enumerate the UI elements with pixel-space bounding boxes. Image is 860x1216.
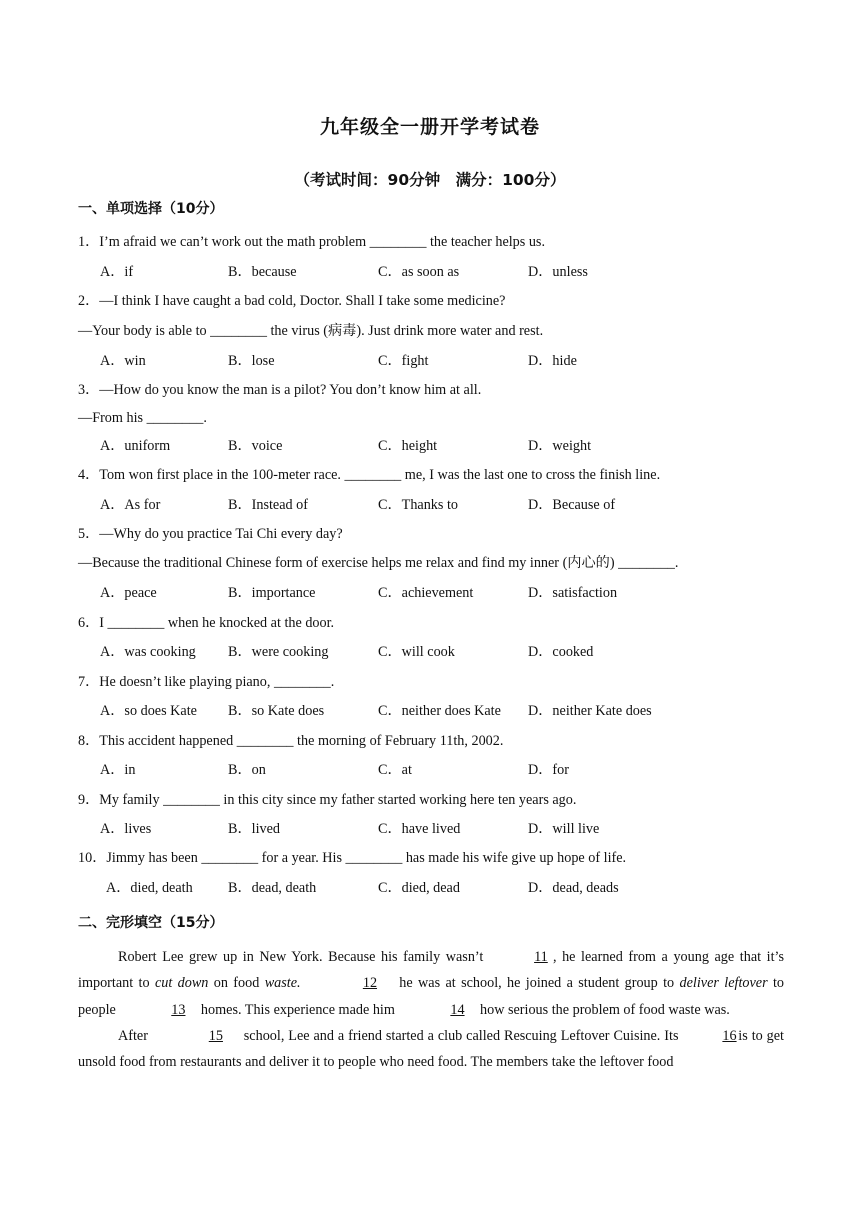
option-d[interactable]: D．hide: [528, 353, 577, 369]
option-a[interactable]: A．uniform: [100, 438, 171, 454]
option-d[interactable]: D．neither Kate does: [528, 703, 652, 719]
cloze-blank-12[interactable]: 12: [362, 975, 378, 992]
option-b[interactable]: B．dead, death: [228, 880, 317, 896]
section-heading-cloze: 二、完形填空（15分）: [78, 915, 224, 931]
option-a[interactable]: A．was cooking: [100, 644, 196, 660]
option-c[interactable]: C．died, dead: [378, 880, 460, 896]
option-c[interactable]: C．neither does Kate: [378, 703, 501, 719]
cloze-passage: [78, 944, 784, 1075]
question-3-stem: 3．—How do you know the man is a pilot? You don’t know him at all.: [78, 382, 482, 398]
option-c[interactable]: C．will cook: [378, 644, 455, 660]
question-4-stem: 4．Tom won first place in the 100-meter race. ________ me, I was the last one to cross the finish line.: [78, 467, 661, 483]
option-b[interactable]: B．on: [228, 762, 266, 778]
question-2-stem: 2．—I think I have caught a bad cold, Doctor. Shall I take some medicine?: [78, 293, 506, 309]
question-1-stem: 1．I’m afraid we can’t work out the math problem ________ the teacher helps us.: [78, 234, 546, 250]
option-d[interactable]: D．satisfaction: [528, 585, 618, 601]
question-7-stem: 7．He doesn’t like playing piano, ________.: [78, 674, 335, 690]
option-a[interactable]: A．peace: [100, 585, 157, 601]
option-a[interactable]: A．in: [100, 762, 136, 778]
option-d[interactable]: D．for: [528, 762, 569, 778]
exam-title: 九年级全一册开学考试卷: [319, 116, 540, 138]
cloze-blank-13[interactable]: 13: [171, 1001, 186, 1018]
option-b[interactable]: B．lived: [228, 821, 281, 837]
option-a[interactable]: A．win: [100, 353, 146, 369]
question-5-stem: 5．—Why do you practice Tai Chi every day?: [78, 526, 343, 542]
option-c[interactable]: C．as soon as: [378, 264, 460, 280]
option-a[interactable]: A．so does Kate: [100, 703, 197, 719]
cloze-blank-16[interactable]: 16: [722, 1027, 737, 1044]
option-d[interactable]: D．Because of: [528, 497, 616, 513]
question-9-stem: 9．My family ________ in this city since my father started working here ten years ago.: [78, 792, 577, 808]
option-b[interactable]: B．voice: [228, 438, 283, 454]
option-c[interactable]: C．height: [378, 438, 438, 454]
option-a[interactable]: A．lives: [100, 821, 152, 837]
question-5-stem-cont: —Because the traditional Chinese form of exercise helps me relax and find my inner (内心的) ________.: [78, 555, 679, 571]
section-heading-single-choice: 一、单项选择（10分）: [78, 201, 224, 217]
option-d[interactable]: D．dead, deads: [528, 880, 619, 896]
option-b[interactable]: B．so Kate does: [228, 703, 325, 719]
option-c[interactable]: C．at: [378, 762, 412, 778]
option-b[interactable]: B．because: [228, 264, 297, 280]
exam-subtitle: （考试时间：90分钟 满分：100分）: [294, 171, 566, 189]
question-8-stem: 8．This accident happened ________ the morning of February 11th, 2002.: [78, 733, 504, 749]
option-a[interactable]: A．As for: [100, 497, 161, 513]
cloze-blank-14[interactable]: 14: [450, 1001, 465, 1018]
cloze-blank-15[interactable]: 15: [208, 1027, 223, 1044]
option-a[interactable]: A．if: [100, 264, 134, 280]
option-c[interactable]: C．have lived: [378, 821, 461, 837]
option-d[interactable]: D．weight: [528, 438, 592, 454]
question-2-stem-cont: —Your body is able to ________ the virus (病毒). Just drink more water and rest.: [78, 323, 544, 339]
option-b[interactable]: B．lose: [228, 353, 275, 369]
option-b[interactable]: B．importance: [228, 585, 316, 601]
question-10-stem: 10．Jimmy has been ________ for a year. His ________ has made his wife give up hope of life.: [78, 850, 627, 866]
option-b[interactable]: B．Instead of: [228, 497, 308, 513]
option-d[interactable]: D．cooked: [528, 644, 594, 660]
option-c[interactable]: C．fight: [378, 353, 429, 369]
cloze-paragraph-2: After 15 school, Lee and a friend started a club called Rescuing Leftover Cuisine. Its 16 is to get unsold food from restaurants and deliver it to people who need food. The members take the leftover food: [78, 1023, 784, 1076]
option-d[interactable]: D．will live: [528, 821, 600, 837]
cloze-paragraph-1: Robert Lee grew up in New York. Because his family wasn’t 11 , he learned from a young age that it’s important to cut down on food waste. 12 he was at school, he joined a student group to deliver leftover to people 13 homes. This experience made him 14 how serious the problem of food waste was.: [78, 944, 784, 1023]
option-d[interactable]: D．unless: [528, 264, 588, 280]
question-3-stem-cont: —From his ________.: [78, 410, 207, 426]
option-b[interactable]: B．were cooking: [228, 644, 329, 660]
option-a[interactable]: A．died, death: [106, 880, 193, 896]
cloze-blank-11[interactable]: 11: [534, 949, 548, 965]
option-c[interactable]: C．Thanks to: [378, 497, 458, 513]
question-6-stem: 6．I ________ when he knocked at the door.: [78, 615, 335, 631]
option-c[interactable]: C．achievement: [378, 585, 474, 601]
